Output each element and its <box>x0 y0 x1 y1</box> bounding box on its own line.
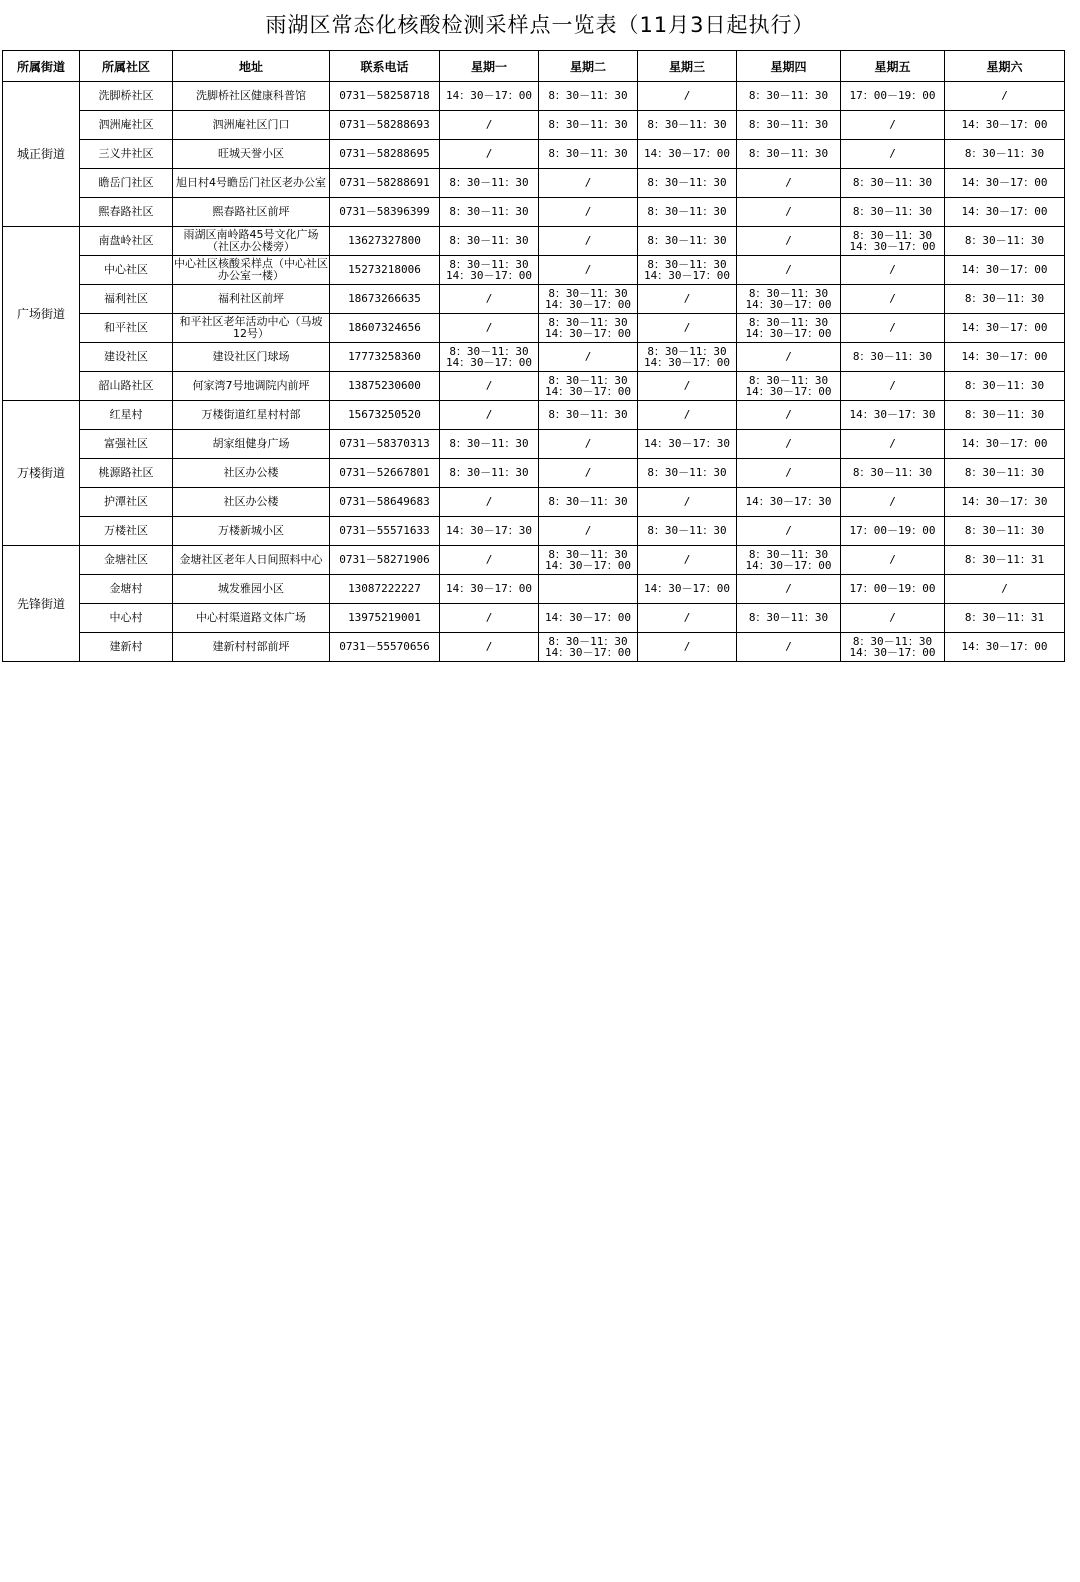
phone-cell: 13975219001 <box>330 604 440 633</box>
address-cell: 泗洲庵社区门口 <box>173 111 330 140</box>
mon-cell: 14：30－17：30 <box>440 517 539 546</box>
address-cell: 城发雅园小区 <box>173 575 330 604</box>
thu-cell: 8：30－11：30 <box>737 82 841 111</box>
community-cell: 建设社区 <box>80 343 173 372</box>
table-row <box>3 82 1065 111</box>
fri-cell: / <box>841 430 945 459</box>
community-cell: 韶山路社区 <box>80 372 173 401</box>
mon-cell: 8：30－11：30 14：30－17：00 <box>440 256 539 285</box>
address-cell: 旭日村4号瞻岳门社区老办公室 <box>173 169 330 198</box>
sat-cell: 8：30－11：30 <box>945 459 1065 488</box>
phone-cell: 15273218006 <box>330 256 440 285</box>
community-cell: 三义井社区 <box>80 140 173 169</box>
thu-cell: / <box>737 227 841 256</box>
phone-cell: 0731－58370313 <box>330 430 440 459</box>
tue-cell: 8：30－11：30 14：30－17：00 <box>539 314 638 343</box>
street-cell: 万楼街道 <box>3 401 80 546</box>
phone-cell: 0731－55570656 <box>330 633 440 662</box>
fri-cell: 8：30－11：30 <box>841 198 945 227</box>
community-cell: 金塘村 <box>80 575 173 604</box>
table-row <box>3 546 1065 575</box>
phone-cell: 0731－55571633 <box>330 517 440 546</box>
tue-cell: 8：30－11：30 <box>539 488 638 517</box>
sat-cell: 8：30－11：30 <box>945 517 1065 546</box>
tue-cell: / <box>539 198 638 227</box>
tue-cell: / <box>539 459 638 488</box>
sat-cell: 8：30－11：30 <box>945 372 1065 401</box>
address-cell: 何家湾7号地调院内前坪 <box>173 372 330 401</box>
thu-cell: / <box>737 633 841 662</box>
thu-cell: 8：30－11：30 14：30－17：00 <box>737 314 841 343</box>
table-row <box>3 459 1065 488</box>
table-row <box>3 256 1065 285</box>
tue-cell: / <box>539 227 638 256</box>
community-cell: 金塘社区 <box>80 546 173 575</box>
table-row <box>3 343 1065 372</box>
wed-cell: 8：30－11：30 14：30－17：00 <box>638 256 737 285</box>
street-cell: 先锋街道 <box>3 546 80 662</box>
sat-cell: 14：30－17：00 <box>945 198 1065 227</box>
address-cell: 建设社区门球场 <box>173 343 330 372</box>
sat-cell: / <box>945 575 1065 604</box>
sat-cell: 14：30－17：00 <box>945 633 1065 662</box>
mon-cell: / <box>440 546 539 575</box>
thu-cell: 8：30－11：30 <box>737 604 841 633</box>
address-cell: 中心社区核酸采样点（中心社区办公室一楼） <box>173 256 330 285</box>
table-row <box>3 285 1065 314</box>
tue-cell: 8：30－11：30 14：30－17：00 <box>539 285 638 314</box>
phone-cell: 0731－58288693 <box>330 111 440 140</box>
fri-cell: / <box>841 604 945 633</box>
fri-cell: 8：30－11：30 14：30－17：00 <box>841 227 945 256</box>
sampling-table <box>2 50 1065 662</box>
tue-cell: 8：30－11：30 14：30－17：00 <box>539 372 638 401</box>
fri-cell: 14：30－17：30 <box>841 401 945 430</box>
tue-cell: 8：30－11：30 14：30－17：00 <box>539 546 638 575</box>
table-row <box>3 401 1065 430</box>
thu-cell: 8：30－11：30 <box>737 140 841 169</box>
wed-cell: 8：30－11：30 <box>638 227 737 256</box>
col-header-saturday: 星期六 <box>945 51 1065 82</box>
community-cell: 桃源路社区 <box>80 459 173 488</box>
col-header-community: 所属社区 <box>80 51 173 82</box>
mon-cell: / <box>440 488 539 517</box>
tue-cell: 8：30－11：30 <box>539 111 638 140</box>
community-cell: 洗脚桥社区 <box>80 82 173 111</box>
phone-cell: 0731－58649683 <box>330 488 440 517</box>
mon-cell: / <box>440 111 539 140</box>
col-header-tuesday: 星期二 <box>539 51 638 82</box>
phone-cell: 0731－58288695 <box>330 140 440 169</box>
fri-cell: 8：30－11：30 <box>841 169 945 198</box>
sat-cell: 8：30－11：30 <box>945 285 1065 314</box>
sat-cell: / <box>945 82 1065 111</box>
community-cell: 和平社区 <box>80 314 173 343</box>
col-header-phone: 联系电话 <box>330 51 440 82</box>
mon-cell: / <box>440 604 539 633</box>
community-cell: 熙春路社区 <box>80 198 173 227</box>
address-cell: 胡家组健身广场 <box>173 430 330 459</box>
wed-cell: 8：30－11：30 <box>638 169 737 198</box>
wed-cell: / <box>638 633 737 662</box>
tue-cell: 8：30－11：30 14：30－17：00 <box>539 633 638 662</box>
thu-cell: / <box>737 198 841 227</box>
address-cell: 金塘社区老年人日间照料中心 <box>173 546 330 575</box>
col-header-monday: 星期一 <box>440 51 539 82</box>
fri-cell: / <box>841 488 945 517</box>
col-header-address: 地址 <box>173 51 330 82</box>
thu-cell: 14：30－17：30 <box>737 488 841 517</box>
mon-cell: 8：30－11：30 <box>440 459 539 488</box>
thu-cell: / <box>737 401 841 430</box>
wed-cell: / <box>638 546 737 575</box>
page-title: 雨湖区常态化核酸检测采样点一览表（11月3日起执行） <box>265 13 815 37</box>
community-cell: 富强社区 <box>80 430 173 459</box>
phone-cell: 0731－58258718 <box>330 82 440 111</box>
thu-cell: / <box>737 256 841 285</box>
address-cell: 万楼街道红星村村部 <box>173 401 330 430</box>
community-cell: 万楼社区 <box>80 517 173 546</box>
fri-cell: 8：30－11：30 <box>841 459 945 488</box>
phone-cell: 0731－58396399 <box>330 198 440 227</box>
table-header-row <box>3 51 1065 82</box>
wed-cell: / <box>638 604 737 633</box>
sat-cell: 14：30－17：00 <box>945 314 1065 343</box>
phone-cell: 18673266635 <box>330 285 440 314</box>
wed-cell: / <box>638 82 737 111</box>
table-row <box>3 111 1065 140</box>
address-cell: 雨湖区南岭路45号文化广场（社区办公楼旁） <box>173 227 330 256</box>
community-cell: 泗洲庵社区 <box>80 111 173 140</box>
address-cell: 和平社区老年活动中心（马坡12号） <box>173 314 330 343</box>
fri-cell: 17：00－19：00 <box>841 82 945 111</box>
table-row <box>3 575 1065 604</box>
sat-cell: 8：30－11：31 <box>945 604 1065 633</box>
sat-cell: 14：30－17：00 <box>945 169 1065 198</box>
community-cell: 瞻岳门社区 <box>80 169 173 198</box>
sat-cell: 8：30－11：30 <box>945 140 1065 169</box>
table-row <box>3 633 1065 662</box>
fri-cell: / <box>841 111 945 140</box>
mon-cell: 8：30－11：30 <box>440 227 539 256</box>
wed-cell: 8：30－11：30 <box>638 459 737 488</box>
fri-cell: / <box>841 314 945 343</box>
tue-cell: / <box>539 517 638 546</box>
wed-cell: / <box>638 372 737 401</box>
sat-cell: 8：30－11：30 <box>945 227 1065 256</box>
wed-cell: 8：30－11：30 <box>638 111 737 140</box>
fri-cell: / <box>841 372 945 401</box>
sat-cell: 14：30－17：00 <box>945 256 1065 285</box>
address-cell: 旺城天誉小区 <box>173 140 330 169</box>
mon-cell: / <box>440 285 539 314</box>
wed-cell: 14：30－17：30 <box>638 430 737 459</box>
wed-cell: / <box>638 314 737 343</box>
fri-cell: 8：30－11：30 <box>841 343 945 372</box>
wed-cell: 8：30－11：30 14：30－17：00 <box>638 343 737 372</box>
tue-cell: 14：30－17：00 <box>539 604 638 633</box>
thu-cell: 8：30－11：30 14：30－17：00 <box>737 372 841 401</box>
table-row <box>3 372 1065 401</box>
table-row <box>3 488 1065 517</box>
col-header-friday: 星期五 <box>841 51 945 82</box>
thu-cell: 8：30－11：30 14：30－17：00 <box>737 546 841 575</box>
sat-cell: 14：30－17：00 <box>945 430 1065 459</box>
mon-cell: 14：30－17：00 <box>440 575 539 604</box>
address-cell: 社区办公楼 <box>173 459 330 488</box>
community-cell: 红星村 <box>80 401 173 430</box>
address-cell: 洗脚桥社区健康科普馆 <box>173 82 330 111</box>
phone-cell: 0731－52667801 <box>330 459 440 488</box>
tue-cell: 8：30－11：30 <box>539 140 638 169</box>
address-cell: 中心村渠道路文体广场 <box>173 604 330 633</box>
community-cell: 护潭社区 <box>80 488 173 517</box>
phone-cell: 18607324656 <box>330 314 440 343</box>
fri-cell: / <box>841 285 945 314</box>
address-cell: 社区办公楼 <box>173 488 330 517</box>
thu-cell: 8：30－11：30 <box>737 111 841 140</box>
phone-cell: 17773258360 <box>330 343 440 372</box>
tue-cell: 8：30－11：30 <box>539 401 638 430</box>
address-cell: 万楼新城小区 <box>173 517 330 546</box>
tue-cell: / <box>539 430 638 459</box>
wed-cell: 8：30－11：30 <box>638 517 737 546</box>
phone-cell: 15673250520 <box>330 401 440 430</box>
sat-cell: 14：30－17：30 <box>945 488 1065 517</box>
tue-cell <box>539 575 638 604</box>
community-cell: 中心村 <box>80 604 173 633</box>
community-cell: 中心社区 <box>80 256 173 285</box>
sat-cell: 8：30－11：31 <box>945 546 1065 575</box>
mon-cell: 8：30－11：30 <box>440 430 539 459</box>
phone-cell: 13627327800 <box>330 227 440 256</box>
fri-cell: / <box>841 256 945 285</box>
thu-cell: / <box>737 575 841 604</box>
mon-cell: / <box>440 633 539 662</box>
thu-cell: 8：30－11：30 14：30－17：00 <box>737 285 841 314</box>
wed-cell: / <box>638 488 737 517</box>
table-row <box>3 140 1065 169</box>
community-cell: 福利社区 <box>80 285 173 314</box>
table-row <box>3 198 1065 227</box>
table-row <box>3 169 1065 198</box>
thu-cell: / <box>737 169 841 198</box>
street-cell: 广场街道 <box>3 227 80 401</box>
wed-cell: 14：30－17：00 <box>638 140 737 169</box>
address-cell: 福利社区前坪 <box>173 285 330 314</box>
wed-cell: 8：30－11：30 <box>638 198 737 227</box>
thu-cell: / <box>737 517 841 546</box>
table-row <box>3 517 1065 546</box>
mon-cell: 8：30－11：30 <box>440 198 539 227</box>
tue-cell: / <box>539 169 638 198</box>
fri-cell: / <box>841 140 945 169</box>
community-cell: 南盘岭社区 <box>80 227 173 256</box>
wed-cell: 14：30－17：00 <box>638 575 737 604</box>
mon-cell: / <box>440 372 539 401</box>
phone-cell: 13087222227 <box>330 575 440 604</box>
col-header-street: 所属街道 <box>3 51 80 82</box>
table-row <box>3 314 1065 343</box>
table-row <box>3 430 1065 459</box>
fri-cell: 8：30－11：30 14：30－17：00 <box>841 633 945 662</box>
thu-cell: / <box>737 459 841 488</box>
sat-cell: 8：30－11：30 <box>945 401 1065 430</box>
fri-cell: 17：00－19：00 <box>841 575 945 604</box>
phone-cell: 0731－58288691 <box>330 169 440 198</box>
table-row <box>3 604 1065 633</box>
tue-cell: / <box>539 343 638 372</box>
mon-cell: / <box>440 401 539 430</box>
mon-cell: 8：30－11：30 14：30－17：00 <box>440 343 539 372</box>
phone-cell: 0731－58271906 <box>330 546 440 575</box>
mon-cell: / <box>440 140 539 169</box>
fri-cell: 17：00－19：00 <box>841 517 945 546</box>
mon-cell: 8：30－11：30 <box>440 169 539 198</box>
tue-cell: 8：30－11：30 <box>539 82 638 111</box>
community-cell: 建新村 <box>80 633 173 662</box>
wed-cell: / <box>638 401 737 430</box>
table-body <box>3 82 1065 662</box>
col-header-thursday: 星期四 <box>737 51 841 82</box>
tue-cell: / <box>539 256 638 285</box>
address-cell: 建新村村部前坪 <box>173 633 330 662</box>
fri-cell: / <box>841 546 945 575</box>
sat-cell: 14：30－17：00 <box>945 343 1065 372</box>
address-cell: 熙春路社区前坪 <box>173 198 330 227</box>
thu-cell: / <box>737 343 841 372</box>
phone-cell: 13875230600 <box>330 372 440 401</box>
col-header-wednesday: 星期三 <box>638 51 737 82</box>
wed-cell: / <box>638 285 737 314</box>
table-row <box>3 227 1065 256</box>
mon-cell: / <box>440 314 539 343</box>
sat-cell: 14：30－17：00 <box>945 111 1065 140</box>
thu-cell: / <box>737 430 841 459</box>
mon-cell: 14：30－17：00 <box>440 82 539 111</box>
street-cell: 城正街道 <box>3 82 80 227</box>
